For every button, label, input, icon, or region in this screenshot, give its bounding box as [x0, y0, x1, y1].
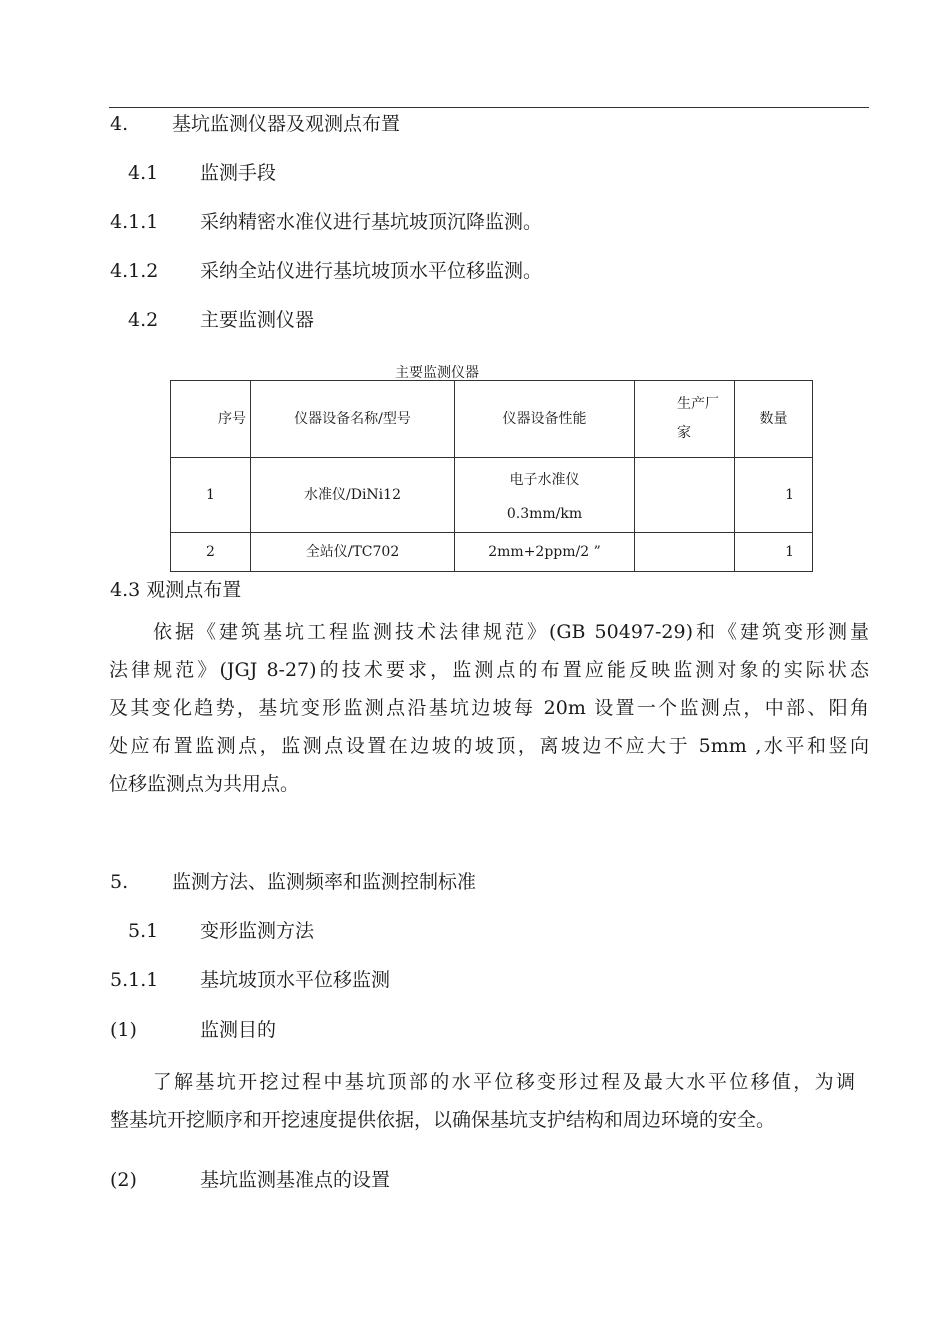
- table-row: [171, 533, 813, 572]
- header-rule: [109, 107, 869, 108]
- table-row: [171, 458, 813, 533]
- cell-no: 2: [171, 533, 251, 572]
- cell-performance: 2mm+2ppm/2 ”: [455, 533, 635, 572]
- instrument-table: [170, 380, 813, 572]
- cell-name: 水准仪/DiNi12: [251, 458, 455, 533]
- header-qty: 数量: [735, 381, 813, 458]
- header-name: 仪器设备名称/型号: [251, 381, 455, 458]
- table-caption: 主要监测仪器: [395, 365, 479, 381]
- table-header-row: [171, 381, 813, 458]
- header-no: 序号: [171, 381, 251, 458]
- cell-name: 全站仪/TC702: [251, 533, 455, 572]
- paragraph-monitoring-purpose: 了解基坑开挖过程中基坑顶部的水平位移变形过程及最大水平位移值，为调 整基坑开挖顺序和开挖速度提供依据，以确保基坑支护结构和周边环境的安全。: [110, 1071, 855, 1131]
- cell-qty: 1: [735, 458, 813, 533]
- cell-maker: [635, 458, 735, 533]
- header-maker: 生产厂 家: [635, 381, 735, 458]
- heading-4-3: 4.3 观测点布置: [110, 579, 242, 601]
- paragraph-observation-points: 依据《建筑基坑工程监测技术法律规范》(GB 50497-29)和《建筑变形测量 法律规范》(JGJ 8-27)的技术要求，监测点的布置应能反映监测对象的实际状态 及其变化趋势，基坑变形监测点沿基坑边坡每 20m 设置一个监测点，中部、阳角 处应布置监测点，监测点设置在边坡的坡顶，离坡边不应大于 5mm ,水平和竖向 位移监测点为共用点。: [109, 621, 869, 795]
- cell-no: 1: [171, 458, 251, 533]
- cell-qty: 1: [735, 533, 813, 572]
- cell-performance: 电子水准仪 0.3mm/km: [455, 458, 635, 533]
- cell-maker: [635, 533, 735, 572]
- header-performance: 仪器设备性能: [455, 381, 635, 458]
